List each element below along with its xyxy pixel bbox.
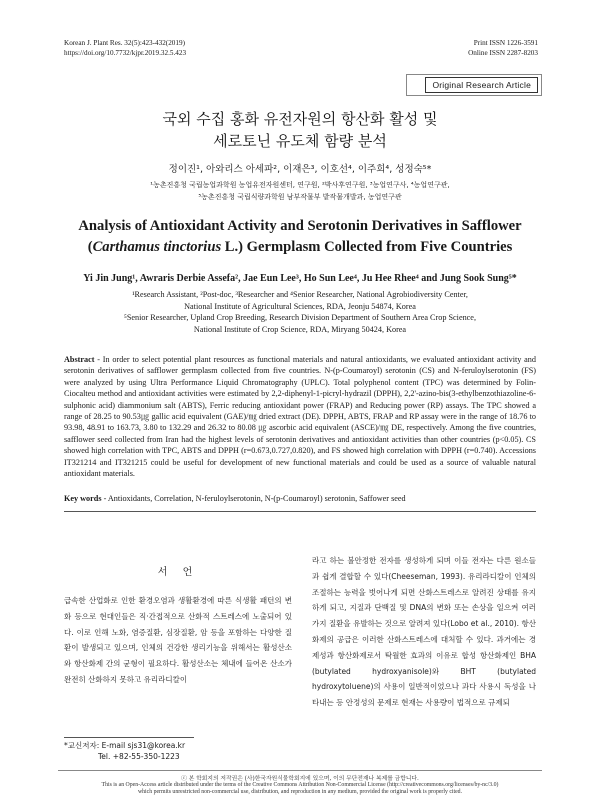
keywords-text: - Antioxidants, Correlation, N-feruloylserotonin, N-(p-Coumaroyl) serotonin, Saffower seed [101,494,406,503]
abstract-label: Abstract [64,355,95,364]
license-line2: which permits unrestricted non-commercial use, distribution, and reproduction in any medium, provided the original work is properly cited. [137,789,463,796]
copyright-notice: ⓒ 본 학회지의 저작권은 (사)한국자원식물학회지에 있으며, 이의 무단전재나 복제를 금합니다. [181,776,419,782]
english-title-line2 [40,237,560,258]
korean-affiliation-line2: ⁵농촌진흥청 국립식량과학원 남부작물부 밭작물개발과, 농업연구관 [198,193,402,201]
english-title [40,216,560,258]
issn-block [468,38,538,58]
english-title-paren: ( [87,239,93,255]
korean-title-line1: 국외 수집 홍화 유전자원의 항산화 활성 및 [162,110,438,128]
online-issn: Online ISSN 2287-8203 [468,49,538,57]
correspondence-label: *교신저자: [64,741,100,750]
journal-citation: Korean J. Plant Res. 32(5):423-432(2019) [64,39,185,47]
body-column-left: 급속한 산업화로 인한 환경오염과 생활환경에 따른 식생활 패턴의 변화 등으로 현대인들은 직·간접적으로 산화적 스트레스에 노출되어 있다. 이로 인해 노화, 염증질환, 심장질환, 암 등을 포함하는 다양한 질환이 발생되고 있으며, 인체의 건강한 생리기능을 위해서는 활성산소와 항산화제 간의 균형이 필요하다. 활성산소는 체내에 들어온 산소가 완전히 산화하지 못하고 유리라디칼이 [64,596,292,684]
correspondence-email[interactable]: E-mail sjs31@korea.kr [99,741,186,750]
english-affiliation-line1: ¹Research Assistant, ²Post-doc, ³Researcher and ⁴Senior Researcher, National Agrobiodiversity Center, [132,290,468,299]
doi-link[interactable]: https://doi.org/10.7732/kjpr.2019.32.5.423 [64,49,187,57]
section-divider [64,511,536,512]
license-line1: This is an Open-Access article distributed under the terms of the Creative Commons Attribution Non-Commercial License (http://creativecommons.org/licenses/by-nc/3.0) [101,782,499,788]
body-column-right: 라고 하는 불안정한 전자를 생성하게 되며 이들 전자는 다른 원소들과 쉽게 결합할 수 있다(Cheeseman, 1993). 유리라디칼이 인체의 조절하는 능력을 벗어나게 되면 산화스트레스로 알려진 상태를 유지하게 되고, 지질과 단백질 및 DNA의 변화 또는 손상을 일으켜 여러 가지 질환을 유발하는 것으로 알려져 있다(Lobo et al., 2010). 항산화제의 공급은 이러한 산화스트레스에 대처할 수 있다. 과거에는 경제성과 항산화제로서 탁월한 효과의 이유로 합성 항산화제인 BHA (butylated hydroxyanisole)와 BHT (butylated hydroxytoluene)의 사용이 일반적이었으나 과다 사용시 독성을 나타내는 등 안정성의 문제로 현재는 사용량이 법적으로 규제되 [312,556,536,708]
keywords [64,494,536,503]
korean-affiliations [0,179,600,203]
correspondence-tel: Tel. +82-55-350-1223 [98,752,180,761]
korean-title [0,108,600,152]
section-title-introduction: 서 언 [157,567,199,578]
korean-title-line2: 세로토닌 유도체 함량 분석 [213,132,387,150]
english-title-line2-rest: L.) Germplasm Collected from Five Countries [221,239,513,255]
license-notice [40,782,560,796]
korean-authors: 정이진¹, 아와리스 아세파², 이재은³, 이호선⁴, 이주희⁴, 성정숙⁵* [168,164,432,175]
journal-header [64,38,186,58]
english-title-line1: Analysis of Antioxidant Activity and Serotonin Derivatives in Safflower [78,218,522,234]
footer-divider [58,770,542,771]
print-issn: Print ISSN 1226-3591 [473,39,538,47]
keywords-label: Key words [64,494,102,503]
english-affiliation-line3: ⁵Senior Researcher, Upland Crop Breeding, Research Division Department of Southern Area Crop Science, [124,313,476,322]
english-affiliations [40,289,560,335]
english-affiliation-line4: National Institute of Crop Science, RDA, Miryang 50424, Korea [193,324,407,334]
korean-affiliation-line1: ¹농촌진흥청 국립농업과학원 농업유전자원센터, 연구원, ²박사후연구원, ³농업연구사, ⁴농업연구관, [150,181,450,189]
correspondence [64,740,185,762]
english-affiliation-line2: National Institute of Agricultural Sciences, RDA, Jeonju 54874, Korea [184,301,416,311]
english-authors: Yi Jin Jung¹, Awraris Derbie Assefa², Jae Eun Lee³, Ho Sun Lee⁴, Ju Hee Rhee⁴ and Jung Sook Sung⁵* [83,273,517,284]
article-type-badge: Original Research Article [425,77,538,93]
abstract-text: - In order to select potential plant resources as functional materials and natural antioxidants, we evaluated antioxidant activity and serotonin derivatives of safflower germplasm collected from five countries. N-(p-Coumaroyl) serotonin (CS) and N-feruloylserotonin (FS) were analyzed by using Ultra Performance Liquid Chromatography (UPLC). Total polyphenol content (TPC) was determined by Folin-Ciocalteu method and antioxidant activities were estimated by 2,2-diphenyl-1-picryl-hydrazil (DPPH), 2,2'-azino-bis(3-ethylbenzothiazoline-6-sulphonic acid) diammonium salt (ABTS), Ferric reducing antioxidant power (FRAP) and Reducing power (RP) assays. The TPC showed a range of 28.25 to 90.53㎍ gallic acid equivalent (GAE)/㎎ dried extract (DE). DPPH, ABTS, FRAP and RP assay were in the range of 18.76 to 93.98, 48.91 to 163.73, 3.80 to 132.29 and 26.32 to 80.08 ㎍ ascorbic acid equivalent (ASCE)/㎎ DE, respectively. Among the five countries, safflower seed collected from Iran had the highest levels of serotonin derivatives and antioxidant activities than other countries (p<0.05). CS showed high correlation with TPC, ABTS and DPPH (r=0.673,0.727,0.820), and FS showed high correlation with DPPH (r=0.740). Accessions IT321214 and IT321215 could be useful for development of new functional materials and could be used as a source of valuable natural antioxidant materials. [64,355,536,479]
correspondence-divider [64,737,194,738]
species-name: Carthamus tinctorius [92,239,222,255]
abstract [64,354,536,479]
